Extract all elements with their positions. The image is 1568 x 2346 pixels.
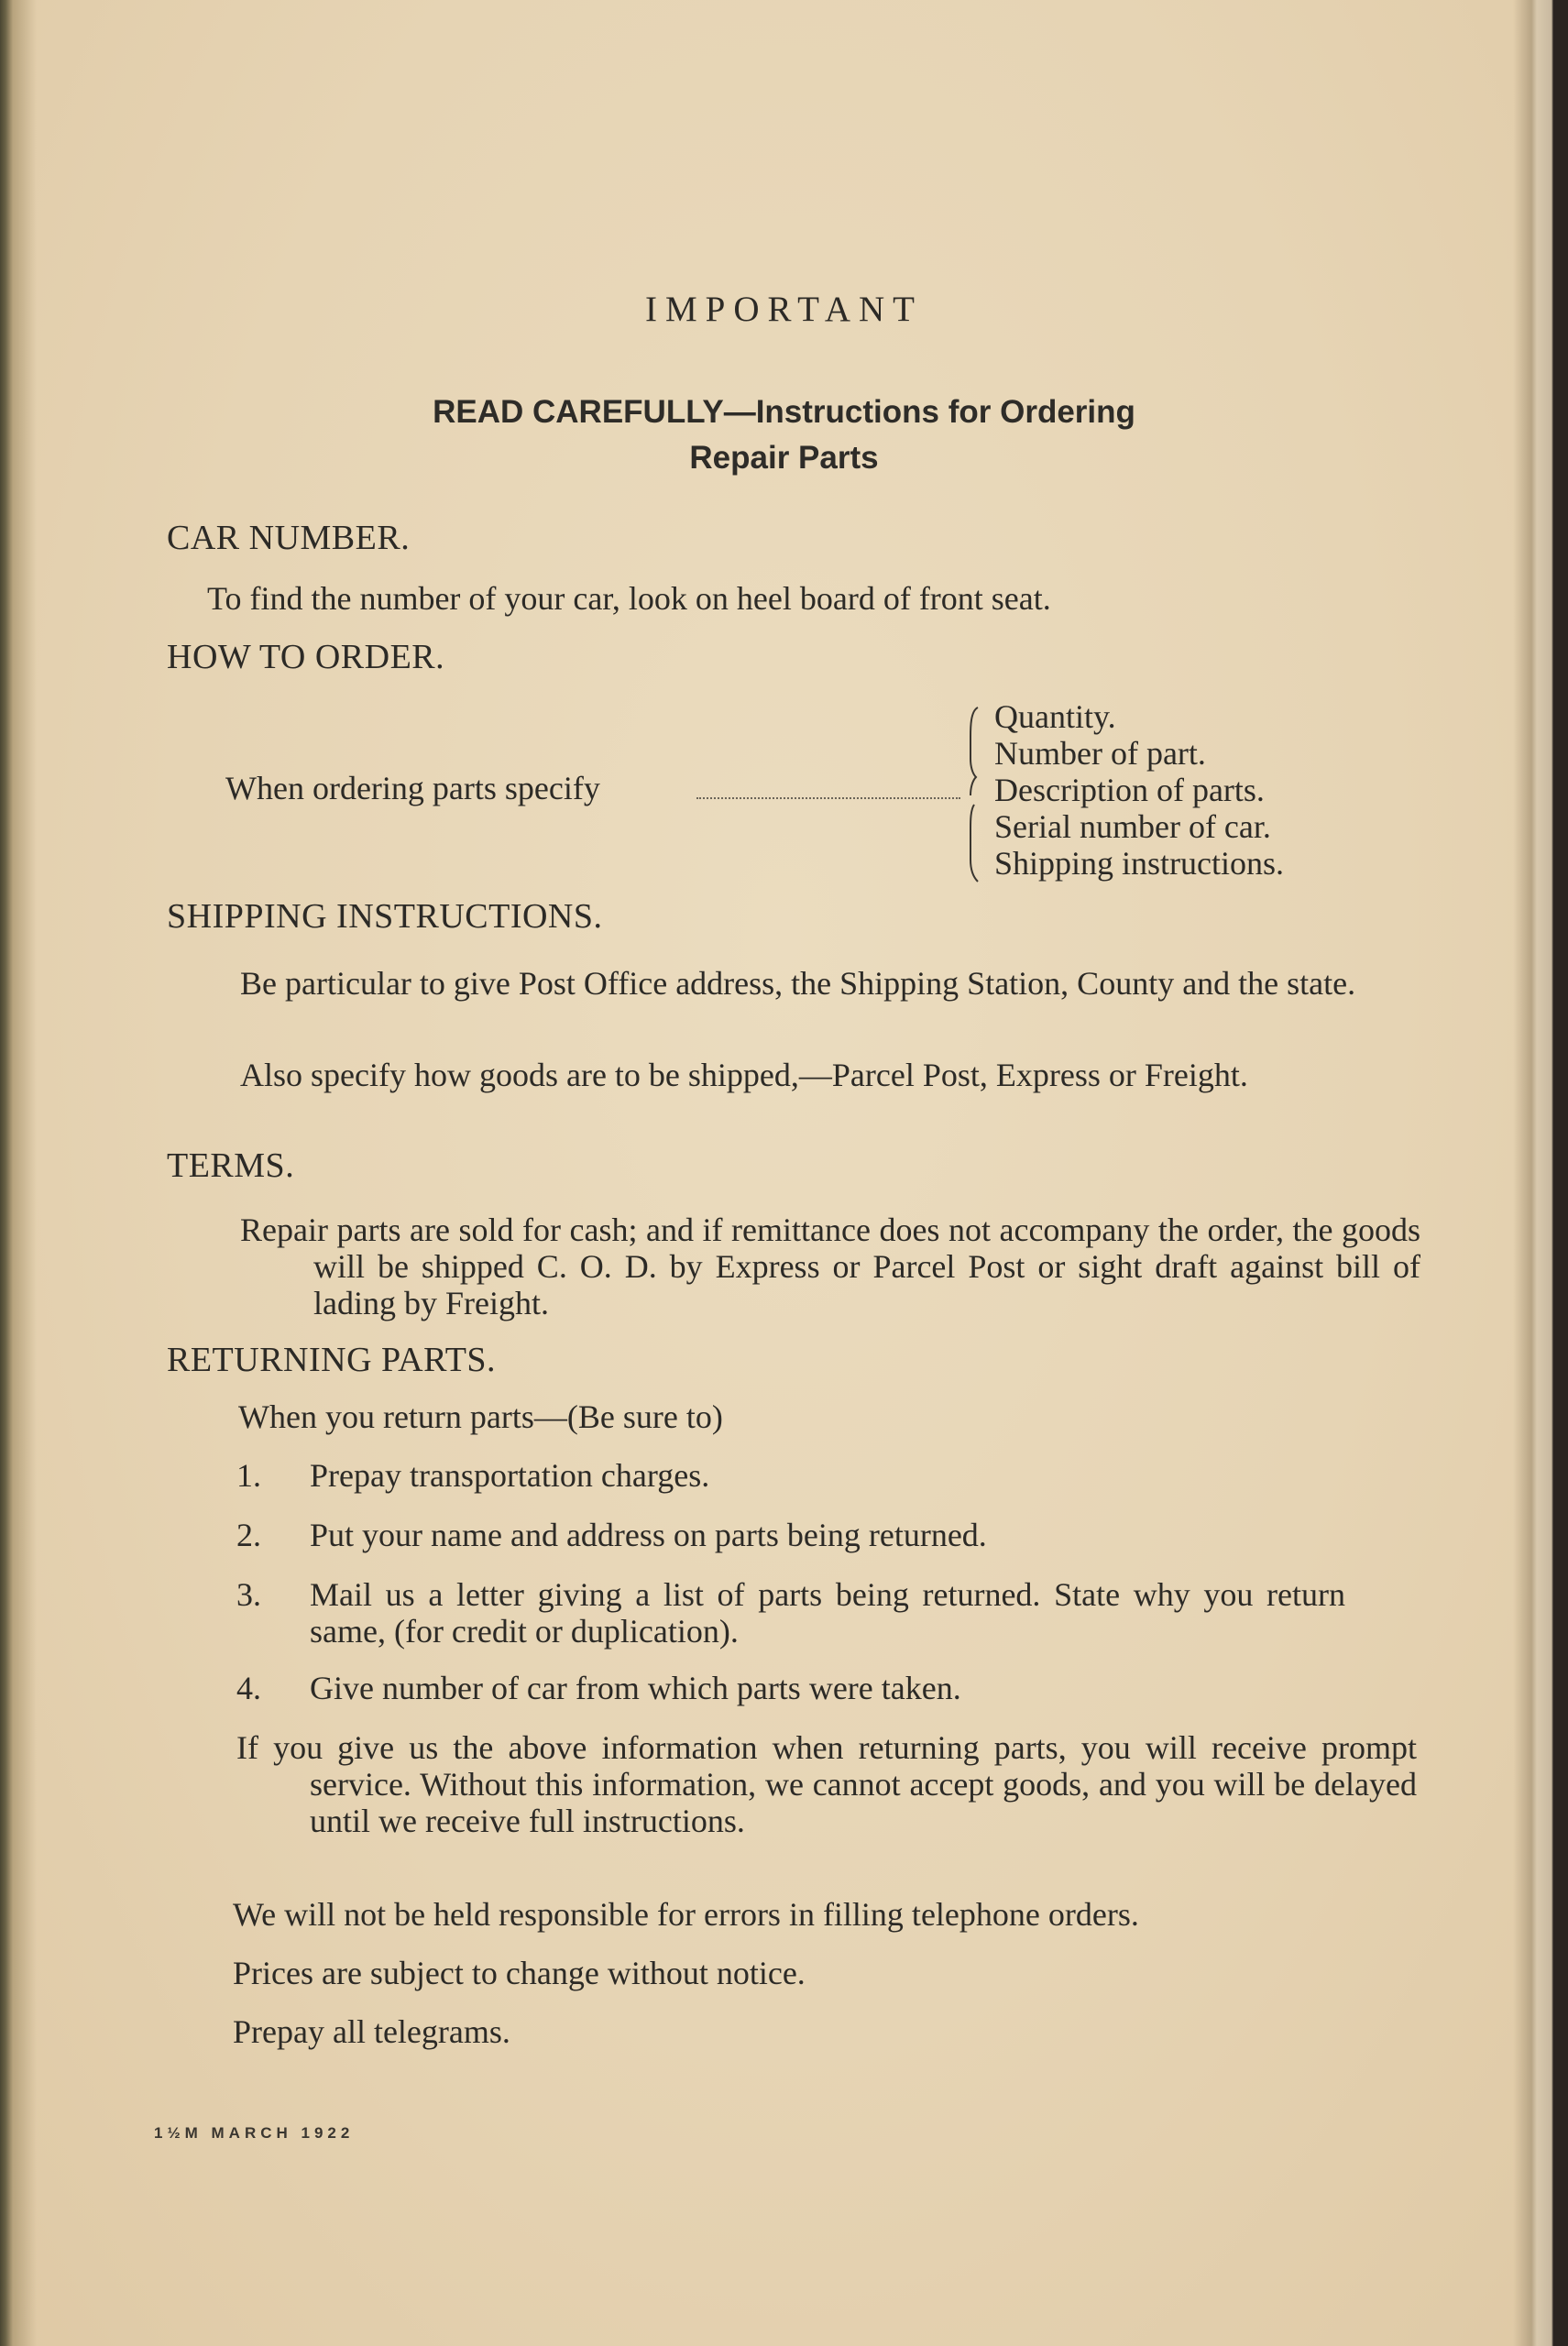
subtitle-line-1: READ CAREFULLY—Instructions for Ordering: [433, 394, 1135, 430]
item-number: 3.: [236, 1576, 261, 1613]
item-number: 2.: [236, 1517, 261, 1553]
heading-returning-parts: RETURNING PARTS.: [167, 1341, 497, 1379]
order-lead-text: When ordering parts specify: [225, 770, 600, 806]
brace-icon: [965, 704, 981, 883]
order-specs-list: [994, 698, 1284, 882]
closing-line: We will not be held responsible for errors in filling telephone orders.: [233, 1896, 1139, 1933]
print-run-footer: 1½M MARCH 1922: [154, 2124, 355, 2142]
list-item: [236, 1517, 1354, 1553]
returning-lead-text: When you return parts—(Be sure to): [238, 1398, 723, 1435]
page-subtitle: [0, 389, 1568, 481]
shipping-paragraph: Also specify how goods are to be shipped,—Parcel Post, Express or Freight.: [240, 1057, 1248, 1093]
shipping-paragraph: Be particular to give Post Office address, the Shipping Station, County and the state.: [240, 965, 1356, 1002]
spec-item: Description of parts.: [994, 772, 1265, 808]
terms-text: Repair parts are sold for cash; and if remittance does not accompany the order, the goods will be shipped C. O. D. by Express or Parcel Post or sight draft against bill of lading by Freight.: [240, 1211, 1420, 1321]
closing-line: Prepay all telegrams.: [233, 2013, 510, 2050]
page-title: IMPORTANT: [644, 290, 924, 329]
spec-item: Number of part.: [994, 735, 1206, 772]
spec-item: Quantity.: [994, 698, 1116, 735]
subtitle-line-2: Repair Parts: [689, 440, 879, 476]
list-item: [236, 1576, 1354, 1650]
item-text: Mail us a letter giving a list of parts being returned. State why you return same, (for credit or duplication).: [310, 1576, 1345, 1650]
list-item: [236, 1670, 1354, 1706]
returning-note: If you give us the above information when returning parts, you will receive prompt service. Without this information, we cannot accept goods, and you will be delayed until we receive full instructions.: [236, 1729, 1417, 1839]
item-number: 1.: [236, 1457, 261, 1494]
closing-line: Prices are subject to change without notice.: [233, 1955, 806, 1991]
heading-how-to-order: HOW TO ORDER.: [167, 638, 445, 676]
car-number-text: To find the number of your car, look on heel board of front seat.: [207, 580, 1051, 617]
spec-item: Shipping instructions.: [994, 845, 1285, 882]
list-item: [236, 1457, 1354, 1494]
heading-car-number: CAR NUMBER.: [167, 519, 411, 557]
item-text: Give number of car from which parts were taken.: [310, 1670, 961, 1706]
item-text: Put your name and address on parts being returned.: [310, 1517, 987, 1553]
spec-item: Serial number of car.: [994, 808, 1271, 845]
heading-terms: TERMS.: [167, 1146, 295, 1185]
leader-dots: [696, 797, 960, 799]
heading-shipping-instructions: SHIPPING INSTRUCTIONS.: [167, 897, 603, 936]
item-text: Prepay transportation charges.: [310, 1457, 710, 1494]
item-number: 4.: [236, 1670, 261, 1706]
